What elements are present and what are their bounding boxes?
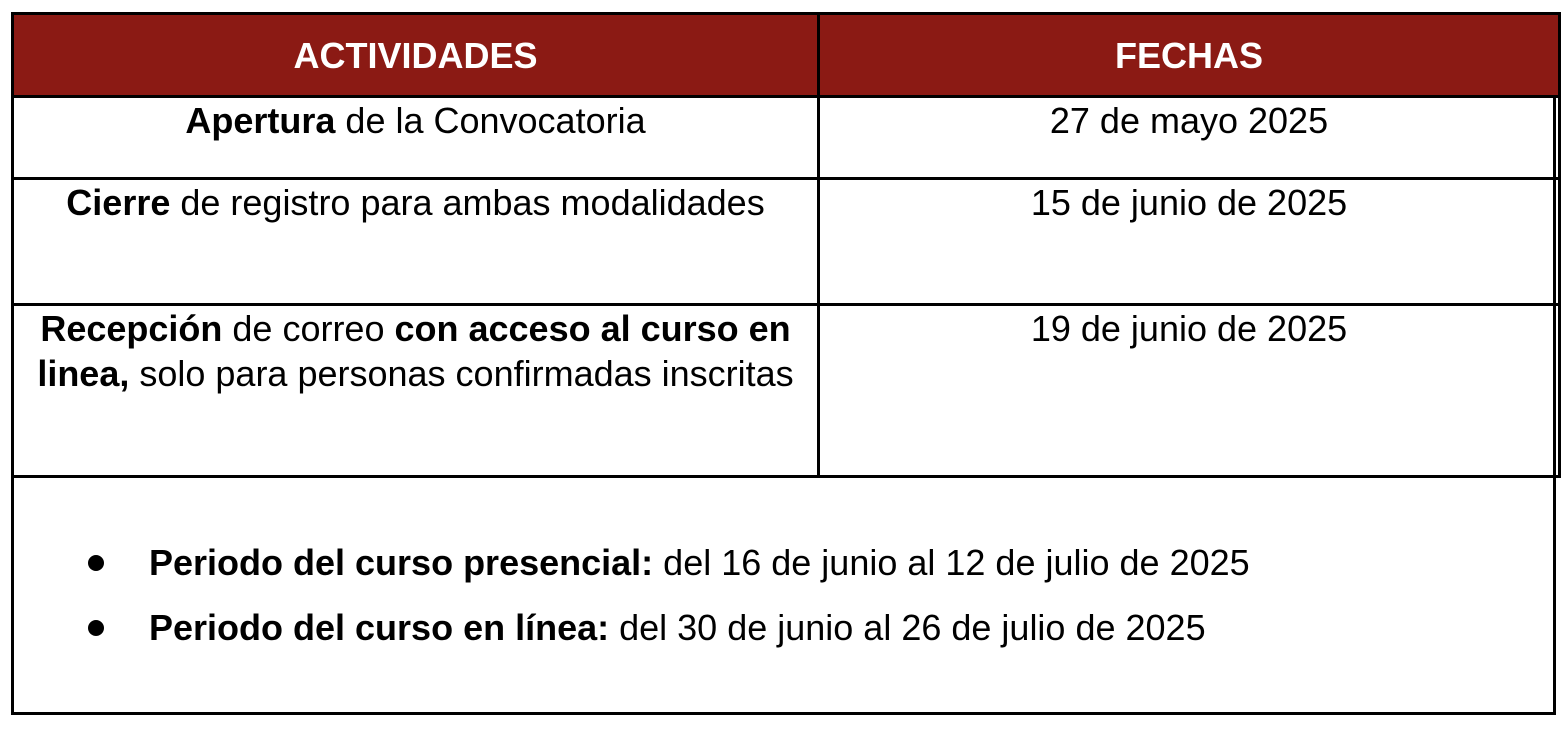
activity-cell xyxy=(13,179,819,305)
activity-cell xyxy=(13,97,819,179)
bullet-icon xyxy=(88,555,104,571)
activity-text: de la Convocatoria xyxy=(335,100,646,141)
table-row xyxy=(13,97,1560,179)
header-actividades: ACTIVIDADES xyxy=(13,14,819,97)
table-row xyxy=(13,179,1560,305)
schedule-table xyxy=(11,12,1561,478)
list-item xyxy=(88,605,1250,650)
activity-text: de registro para ambas modalidades xyxy=(170,182,765,223)
activity-text-rest: solo para personas confirmadas inscritas xyxy=(129,353,794,394)
table-row xyxy=(13,305,1560,477)
table-header-row xyxy=(13,14,1560,97)
header-fechas: FECHAS xyxy=(819,14,1560,97)
date-cell: 27 de mayo 2025 xyxy=(819,97,1560,179)
activity-text: de correo xyxy=(222,308,395,349)
date-cell: 19 de junio de 2025 xyxy=(819,305,1560,477)
activity-bold: Apertura xyxy=(185,100,336,141)
period-label: Periodo del curso presencial: xyxy=(149,542,654,583)
bullet-icon xyxy=(88,620,104,636)
date-cell: 15 de junio de 2025 xyxy=(819,179,1560,305)
list-item xyxy=(88,540,1250,585)
activity-cell xyxy=(13,305,819,477)
activity-bold-secondary: con acceso al curso en linea, xyxy=(37,308,791,394)
activity-bold: Recepción xyxy=(40,308,223,349)
period-label: Periodo del curso en línea: xyxy=(149,607,610,648)
course-periods-list xyxy=(88,540,1250,670)
period-text: del 30 de junio al 26 de julio de 2025 xyxy=(609,607,1206,648)
activity-bold: Cierre xyxy=(66,182,171,223)
period-text: del 16 de junio al 12 de julio de 2025 xyxy=(653,542,1250,583)
